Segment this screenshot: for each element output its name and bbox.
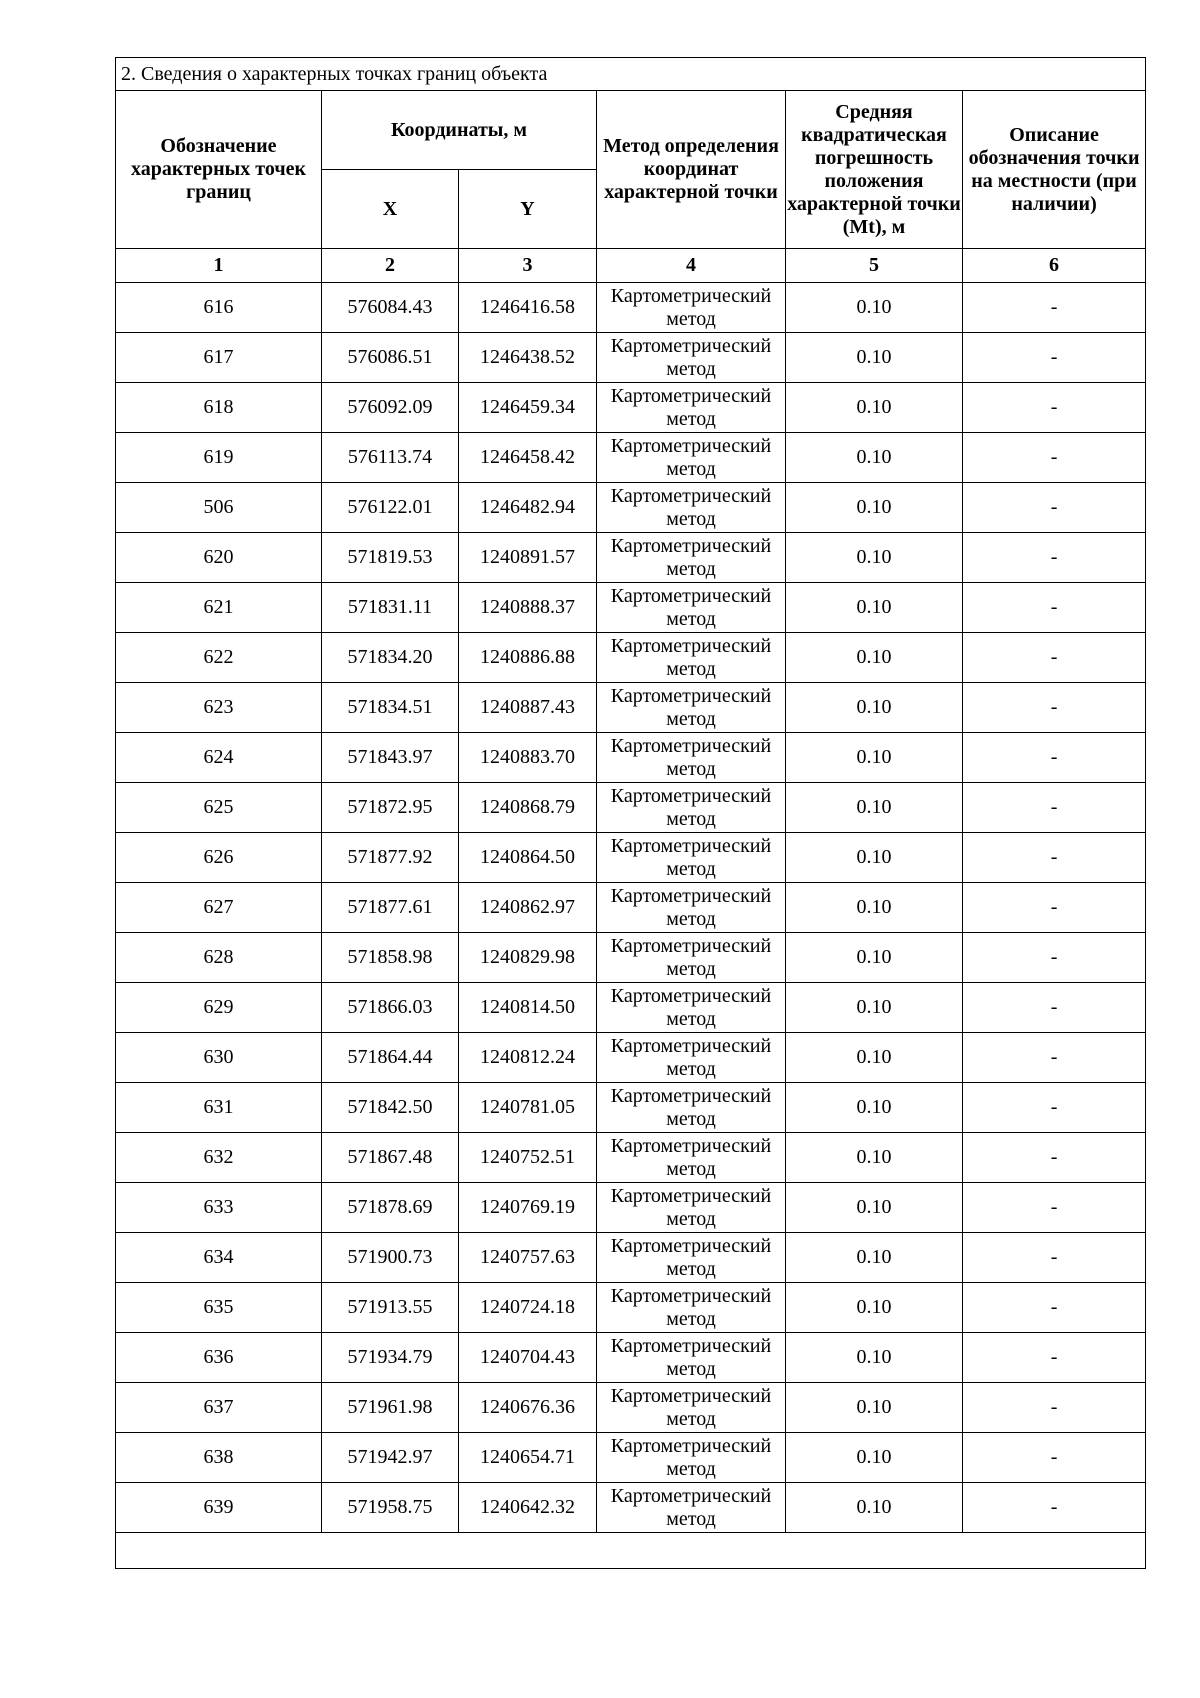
y-cell: 1240676.36 [459,1383,597,1433]
method-cell: Картометрический метод [597,1083,786,1133]
mt-cell: 0.10 [786,1333,963,1383]
mt-cell: 0.10 [786,1233,963,1283]
description-cell: - [963,683,1146,733]
x-cell: 576086.51 [322,333,459,383]
point-cell: 631 [116,1083,322,1133]
x-cell: 571819.53 [322,533,459,583]
description-cell: - [963,483,1146,533]
table-row [116,833,1146,883]
description-cell: - [963,283,1146,333]
table-row [116,1333,1146,1383]
method-cell: Картометрический метод [597,1233,786,1283]
description-cell: - [963,1233,1146,1283]
y-cell: 1240812.24 [459,1033,597,1083]
x-cell: 571858.98 [322,933,459,983]
description-cell: - [963,983,1146,1033]
description-cell: - [963,1133,1146,1183]
y-cell: 1240886.88 [459,633,597,683]
table-row [116,283,1146,333]
header-y: Y [459,170,597,249]
mt-cell: 0.10 [786,733,963,783]
mt-cell: 0.10 [786,883,963,933]
x-cell: 571900.73 [322,1233,459,1283]
description-cell: - [963,633,1146,683]
table-row [116,533,1146,583]
table-row [116,883,1146,933]
description-cell: - [963,1083,1146,1133]
method-cell: Картометрический метод [597,433,786,483]
point-cell: 617 [116,333,322,383]
empty-footer-row [116,1533,1146,1569]
description-cell: - [963,583,1146,633]
column-number: 1 [116,249,322,283]
table-row [116,1083,1146,1133]
point-cell: 628 [116,933,322,983]
method-cell: Картометрический метод [597,483,786,533]
point-cell: 623 [116,683,322,733]
mt-cell: 0.10 [786,1483,963,1533]
point-cell: 635 [116,1283,322,1333]
description-cell: - [963,433,1146,483]
point-cell: 618 [116,383,322,433]
mt-cell: 0.10 [786,433,963,483]
mt-cell: 0.10 [786,1433,963,1483]
header-method: Метод определения координат характерной точки [597,91,786,249]
mt-cell: 0.10 [786,333,963,383]
column-numbers-row [116,249,1146,283]
header-coordinates: Координаты, м [322,91,597,170]
method-cell: Картометрический метод [597,1283,786,1333]
x-cell: 571961.98 [322,1383,459,1433]
method-cell: Картометрический метод [597,1383,786,1433]
mt-cell: 0.10 [786,1133,963,1183]
mt-cell: 0.10 [786,283,963,333]
x-cell: 571934.79 [322,1333,459,1383]
point-cell: 619 [116,433,322,483]
method-cell: Картометрический метод [597,283,786,333]
table-row [116,1233,1146,1283]
point-cell: 637 [116,1383,322,1433]
method-cell: Картометрический метод [597,1483,786,1533]
mt-cell: 0.10 [786,1083,963,1133]
y-cell: 1240724.18 [459,1283,597,1333]
description-cell: - [963,383,1146,433]
mt-cell: 0.10 [786,1183,963,1233]
mt-cell: 0.10 [786,483,963,533]
point-cell: 621 [116,583,322,633]
table-row [116,933,1146,983]
x-cell: 576122.01 [322,483,459,533]
boundary-points-table [115,57,1146,1569]
description-cell: - [963,733,1146,783]
x-cell: 571831.11 [322,583,459,633]
y-cell: 1240864.50 [459,833,597,883]
table-row [116,1033,1146,1083]
description-cell: - [963,833,1146,883]
method-cell: Картометрический метод [597,1433,786,1483]
point-cell: 627 [116,883,322,933]
description-cell: - [963,533,1146,583]
point-cell: 639 [116,1483,322,1533]
table-row [116,433,1146,483]
table-body [116,283,1146,1533]
mt-cell: 0.10 [786,533,963,583]
method-cell: Картометрический метод [597,1133,786,1183]
point-cell: 632 [116,1133,322,1183]
point-cell: 625 [116,783,322,833]
table-row [116,1433,1146,1483]
header-description: Описание обозначения точки на местности (при наличии) [963,91,1146,249]
point-cell: 624 [116,733,322,783]
y-cell: 1240769.19 [459,1183,597,1233]
method-cell: Картометрический метод [597,533,786,583]
method-cell: Картометрический метод [597,733,786,783]
point-cell: 638 [116,1433,322,1483]
y-cell: 1240891.57 [459,533,597,583]
point-cell: 630 [116,1033,322,1083]
point-cell: 626 [116,833,322,883]
x-cell: 571867.48 [322,1133,459,1183]
description-cell: - [963,1483,1146,1533]
header-x: X [322,170,459,249]
description-cell: - [963,1283,1146,1333]
x-cell: 571878.69 [322,1183,459,1233]
mt-cell: 0.10 [786,983,963,1033]
method-cell: Картометрический метод [597,383,786,433]
y-cell: 1240642.32 [459,1483,597,1533]
mt-cell: 0.10 [786,833,963,883]
mt-cell: 0.10 [786,1033,963,1083]
x-cell: 571958.75 [322,1483,459,1533]
mt-cell: 0.10 [786,583,963,633]
method-cell: Картометрический метод [597,1333,786,1383]
y-cell: 1240752.51 [459,1133,597,1183]
table-row [116,1133,1146,1183]
x-cell: 576113.74 [322,433,459,483]
table-row [116,383,1146,433]
y-cell: 1246458.42 [459,433,597,483]
y-cell: 1246438.52 [459,333,597,383]
table-row [116,1183,1146,1233]
table-row [116,333,1146,383]
column-number: 2 [322,249,459,283]
y-cell: 1240781.05 [459,1083,597,1133]
method-cell: Картометрический метод [597,933,786,983]
method-cell: Картометрический метод [597,883,786,933]
y-cell: 1240888.37 [459,583,597,633]
column-number: 5 [786,249,963,283]
method-cell: Картометрический метод [597,633,786,683]
y-cell: 1240757.63 [459,1233,597,1283]
description-cell: - [963,1033,1146,1083]
point-cell: 620 [116,533,322,583]
y-cell: 1246459.34 [459,383,597,433]
y-cell: 1240887.43 [459,683,597,733]
table-row [116,1283,1146,1333]
point-cell: 634 [116,1233,322,1283]
mt-cell: 0.10 [786,383,963,433]
mt-cell: 0.10 [786,683,963,733]
y-cell: 1240814.50 [459,983,597,1033]
y-cell: 1240862.97 [459,883,597,933]
table-row [116,783,1146,833]
point-cell: 629 [116,983,322,1033]
mt-cell: 0.10 [786,783,963,833]
table-row [116,683,1146,733]
point-cell: 633 [116,1183,322,1233]
table-row [116,483,1146,533]
y-cell: 1240868.79 [459,783,597,833]
section-title: 2. Сведения о характерных точках границ объекта [116,58,1146,91]
empty-cell [116,1533,1146,1569]
x-cell: 571864.44 [322,1033,459,1083]
method-cell: Картометрический метод [597,1183,786,1233]
x-cell: 571843.97 [322,733,459,783]
method-cell: Картометрический метод [597,333,786,383]
y-cell: 1240654.71 [459,1433,597,1483]
method-cell: Картометрический метод [597,1033,786,1083]
table-row [116,1383,1146,1433]
y-cell: 1246482.94 [459,483,597,533]
header-point-designation: Обозначение характерных точек границ [116,91,322,249]
point-cell: 616 [116,283,322,333]
method-cell: Картометрический метод [597,983,786,1033]
y-cell: 1240704.43 [459,1333,597,1383]
x-cell: 571842.50 [322,1083,459,1133]
method-cell: Картометрический метод [597,583,786,633]
x-cell: 571877.61 [322,883,459,933]
point-cell: 506 [116,483,322,533]
method-cell: Картометрический метод [597,783,786,833]
point-cell: 636 [116,1333,322,1383]
x-cell: 571913.55 [322,1283,459,1333]
description-cell: - [963,1333,1146,1383]
column-number: 3 [459,249,597,283]
table-row [116,983,1146,1033]
point-cell: 622 [116,633,322,683]
x-cell: 571866.03 [322,983,459,1033]
description-cell: - [963,1433,1146,1483]
description-cell: - [963,333,1146,383]
x-cell: 571872.95 [322,783,459,833]
x-cell: 571877.92 [322,833,459,883]
method-cell: Картометрический метод [597,683,786,733]
column-number: 4 [597,249,786,283]
table-row [116,733,1146,783]
mt-cell: 0.10 [786,1283,963,1333]
x-cell: 576092.09 [322,383,459,433]
x-cell: 576084.43 [322,283,459,333]
table-row [116,1483,1146,1533]
y-cell: 1246416.58 [459,283,597,333]
column-number: 6 [963,249,1146,283]
method-cell: Картометрический метод [597,833,786,883]
header-error: Средняя квадратическая погрешность положения характерной точки (Mt), м [786,91,963,249]
x-cell: 571834.51 [322,683,459,733]
y-cell: 1240829.98 [459,933,597,983]
mt-cell: 0.10 [786,1383,963,1433]
mt-cell: 0.10 [786,933,963,983]
x-cell: 571834.20 [322,633,459,683]
description-cell: - [963,1383,1146,1433]
y-cell: 1240883.70 [459,733,597,783]
description-cell: - [963,883,1146,933]
description-cell: - [963,933,1146,983]
description-cell: - [963,783,1146,833]
description-cell: - [963,1183,1146,1233]
x-cell: 571942.97 [322,1433,459,1483]
table-row [116,633,1146,683]
table-row [116,583,1146,633]
mt-cell: 0.10 [786,633,963,683]
